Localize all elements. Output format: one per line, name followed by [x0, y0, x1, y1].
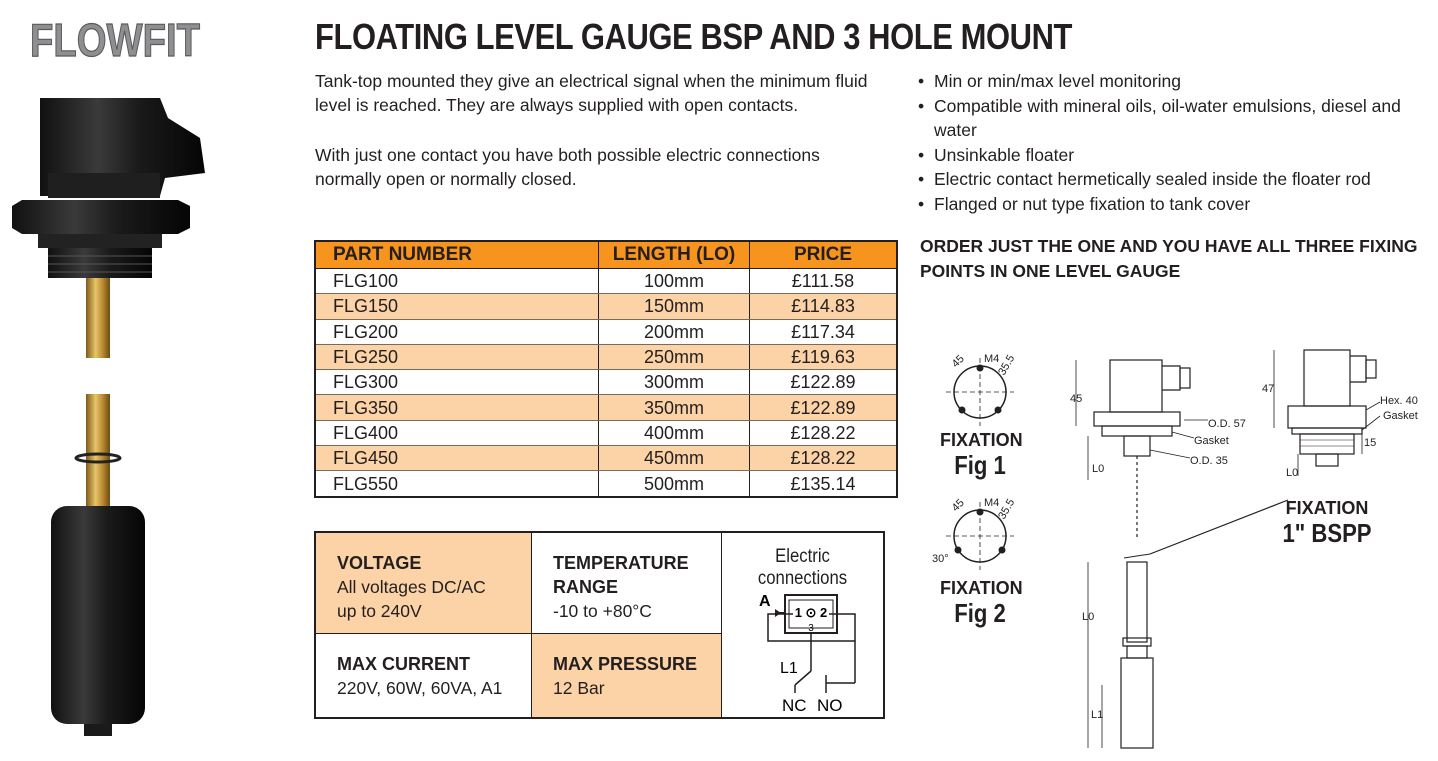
feature-list [918, 69, 1438, 216]
price: £122.89 [750, 395, 898, 420]
length: 200mm [599, 319, 750, 344]
no-label: NO [817, 696, 843, 715]
feature-item: • Electric contact hermetically sealed inside the floater rod [918, 167, 1438, 192]
table-row [315, 420, 897, 445]
technical-drawings [918, 340, 1436, 756]
price: £135.14 [750, 471, 898, 497]
temperature-cell [532, 532, 722, 634]
length: 250mm [599, 344, 750, 369]
price: £128.22 [750, 420, 898, 445]
fig1-angle: 45 [949, 352, 967, 371]
bspp-lo: L0 [1286, 467, 1299, 479]
feature-item: • Flanged or nut type fixation to tank cover [918, 192, 1438, 217]
price: £119.63 [750, 344, 898, 369]
temperature-label-2: RANGE [553, 577, 619, 597]
feature-item: • Compatible with mineral oils, oil-water emulsions, diesel and water [918, 94, 1438, 143]
pin-label: 1 ⊙ 2 [794, 605, 828, 620]
voltage-value-1: All voltages DC/AC [337, 577, 486, 597]
page-title: FLOATING LEVEL GAUGE BSP AND 3 HOLE MOUNT [315, 16, 1073, 57]
flange-od57: O.D. 57 [1208, 418, 1246, 430]
length: 150mm [599, 294, 750, 319]
pressure-cell [532, 634, 722, 719]
part-number: FLG200 [315, 319, 599, 344]
feature-item: • Unsinkable floater [918, 143, 1438, 168]
table-header-row [315, 241, 897, 269]
header-length: LENGTH (LO) [599, 241, 750, 269]
fig1-drawing [946, 353, 1017, 426]
table-row [315, 395, 897, 420]
order-note: ORDER JUST THE ONE AND YOU HAVE ALL THREE FIXING POINTS IN ONE LEVEL GAUGE [920, 236, 1418, 281]
table-row [315, 370, 897, 395]
table-row [315, 294, 897, 319]
fig1-label-small: FIXATION [940, 430, 1023, 450]
fig2-drawing [932, 497, 1017, 570]
table-row [315, 446, 897, 471]
bspp-h47: 47 [1262, 383, 1275, 395]
flowfit-logo [30, 12, 202, 64]
current-cell [315, 634, 532, 719]
price: £117.34 [750, 319, 898, 344]
fig1-m4: M4 [984, 353, 1000, 365]
fig2-d45: 45 [949, 496, 967, 515]
terminal-a-label: A [759, 593, 771, 610]
fig1-label-big: Fig 1 [954, 450, 1006, 480]
length: 450mm [599, 446, 750, 471]
length: 500mm [599, 471, 750, 497]
parts-table [314, 240, 898, 498]
part-number: FLG250 [315, 344, 599, 369]
part-number: FLG100 [315, 269, 599, 294]
flange-od35: O.D. 35 [1190, 455, 1228, 467]
header-part-number: PART NUMBER [315, 241, 599, 269]
nc-label: NC [782, 696, 807, 715]
bspp-label-big: 1" BSPP [1282, 518, 1372, 548]
temperature-label: TEMPERATURE [553, 553, 689, 573]
fig2-label-big: Fig 2 [954, 598, 1006, 628]
fig1-dim: 35.5 [996, 352, 1018, 378]
bspp-gasket: Gasket [1383, 410, 1418, 422]
product-photo [0, 78, 215, 756]
fig2-label-small: FIXATION [940, 578, 1023, 598]
part-number: FLG550 [315, 471, 599, 497]
flange-lo: L0 [1092, 463, 1105, 475]
bspp-drawing [1262, 350, 1418, 479]
price: £122.89 [750, 370, 898, 395]
current-label: MAX CURRENT [337, 654, 470, 674]
electric-title: Electric connections [757, 546, 848, 589]
table-row [315, 344, 897, 369]
fig2-dim: 35.5 [996, 496, 1018, 522]
flange-gauge-drawing [1070, 360, 1288, 748]
flange-h45: 45 [1070, 393, 1083, 405]
logo-text: FLOWFIT [30, 14, 200, 66]
current-value: 220V, 60W, 60VA, A1 [337, 678, 503, 698]
fig2-angle: 30° [932, 553, 949, 565]
length: 300mm [599, 370, 750, 395]
table-row [315, 319, 897, 344]
length: 400mm [599, 420, 750, 445]
part-number: FLG150 [315, 294, 599, 319]
length: 100mm [599, 269, 750, 294]
bspp-label-small: FIXATION [1285, 498, 1369, 518]
pressure-label: MAX PRESSURE [553, 654, 698, 674]
voltage-cell [315, 532, 532, 634]
price: £128.22 [750, 446, 898, 471]
price: £114.83 [750, 294, 898, 319]
voltage-label: VOLTAGE [337, 553, 422, 573]
bspp-15: 15 [1364, 437, 1377, 449]
part-number: FLG350 [315, 395, 599, 420]
fig2-m4: M4 [984, 497, 1000, 509]
flange-lo2: L0 [1082, 611, 1095, 623]
part-number: FLG400 [315, 420, 599, 445]
price: £111.58 [750, 269, 898, 294]
electric-connections [720, 533, 885, 719]
length: 350mm [599, 395, 750, 420]
l1-label: L1 [780, 660, 798, 677]
flange-l1: L1 [1091, 709, 1104, 721]
pin-3-label: 3 [808, 623, 814, 634]
flange-gasket: Gasket [1194, 435, 1229, 447]
pressure-value: 12 Bar [553, 678, 605, 698]
header-price: PRICE [750, 241, 898, 269]
feature-item: • Min or min/max level monitoring [918, 69, 1438, 94]
part-number: FLG450 [315, 446, 599, 471]
intro-paragraph-1: Tank-top mounted they give an electrical signal when the minimum fluid level is reached. They are always supplied with open contacts. [315, 71, 868, 115]
table-row [315, 471, 897, 497]
voltage-value-2: up to 240V [337, 601, 422, 621]
temperature-value: -10 to +80°C [553, 601, 652, 621]
intro-paragraph-2: With just one contact you have both possible electric connections normally open or normally closed. [315, 145, 820, 189]
table-row [315, 269, 897, 294]
part-number: FLG300 [315, 370, 599, 395]
bspp-hex: Hex. 40 [1380, 395, 1418, 407]
